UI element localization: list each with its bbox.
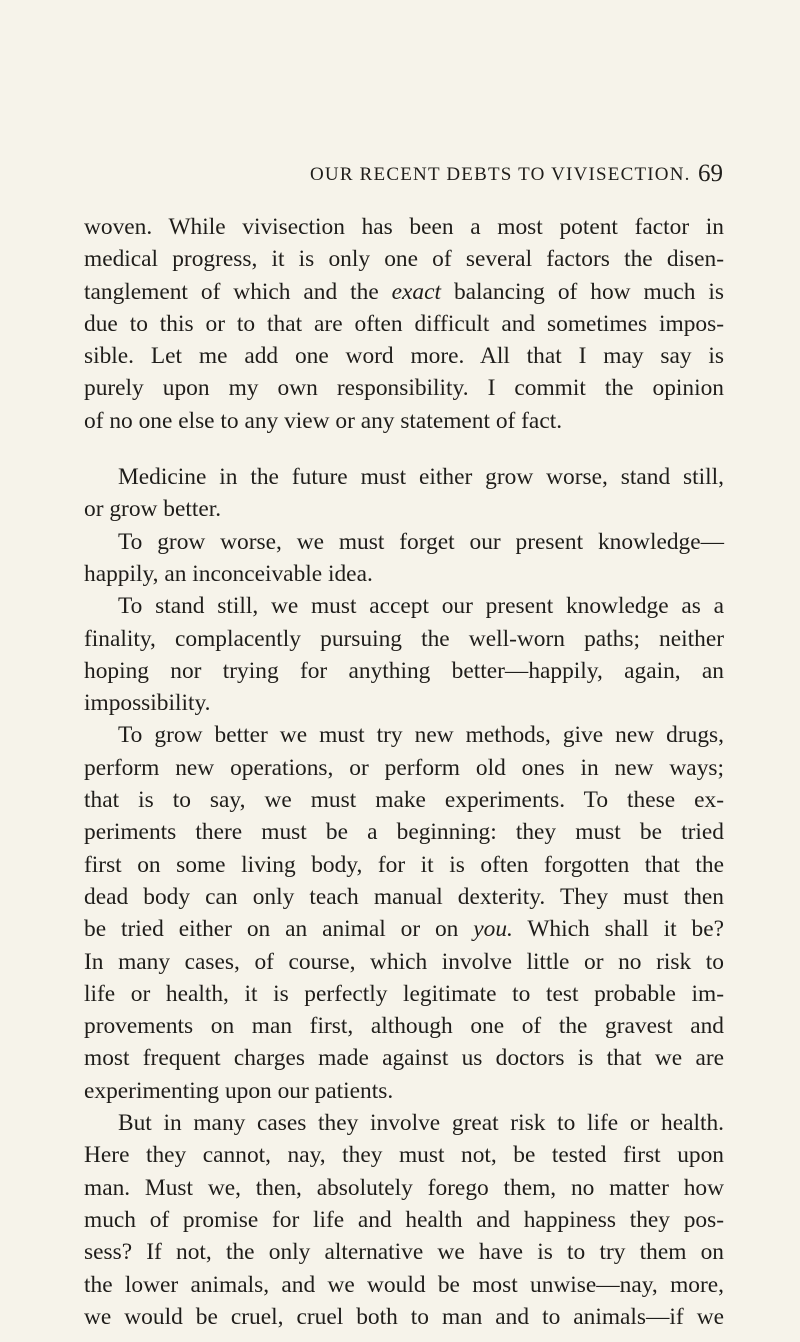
text-line: In many cases, of course, which involve little or no risk to bbox=[84, 948, 724, 975]
text-line: woven. While vivisection has been a most potent factor in bbox=[84, 214, 724, 240]
text-line: due to this or to that are often difficult and sometimes impos- bbox=[84, 310, 724, 337]
text-line: hoping nor trying for anything better—happily, again, an bbox=[84, 657, 724, 684]
text-line: To grow better we must try new methods, give new drugs, bbox=[118, 722, 724, 749]
text-line: experimenting upon our patients. bbox=[84, 1077, 394, 1104]
text-line: sible. Let me add one word more. All that I may say is bbox=[84, 343, 724, 370]
text-line: perform new operations, or perform old ones in new ways; bbox=[84, 754, 724, 781]
running-title: OUR RECENT DEBTS TO VIVISECTION. bbox=[310, 164, 691, 185]
text-line: be tried either on an animal or on you. Which shall it be? bbox=[84, 916, 724, 943]
section-break bbox=[84, 437, 724, 461]
text-line: To grow worse, we must forget our present knowledge— bbox=[118, 528, 724, 555]
text-line: man. Must we, then, absolutely forego them, no matter how bbox=[84, 1174, 724, 1201]
text-line: But in many cases they involve great risk to life or health. bbox=[118, 1110, 724, 1137]
text-line: impossibility. bbox=[84, 690, 211, 717]
emphasis: you. bbox=[473, 916, 513, 943]
text-line: Here they cannot, nay, they must not, be tested first upon bbox=[84, 1142, 724, 1169]
text-line: provements on man first, although one of the gravest and bbox=[84, 1013, 724, 1040]
text-line: that is to say, we must make experiments. To these ex- bbox=[84, 787, 724, 814]
emphasis: exact bbox=[391, 278, 441, 305]
text-line: happily, an inconceivable idea. bbox=[84, 560, 373, 587]
text-line: medical progress, it is only one of several factors the disen- bbox=[84, 246, 724, 273]
text-line: or grow better. bbox=[84, 496, 222, 523]
text-line: Medicine in the future must either grow worse, stand still, bbox=[118, 464, 724, 491]
text-line: we would be cruel, cruel both to man and to animals—if we bbox=[84, 1303, 724, 1330]
page-number: 69 bbox=[698, 160, 723, 187]
text-line: much of promise for life and health and happiness they pos- bbox=[84, 1206, 724, 1233]
text-line: the lower animals, and we would be most unwise—nay, more, bbox=[84, 1271, 724, 1298]
text-line: life or health, it is perfectly legitimate to test probable im- bbox=[84, 980, 724, 1007]
text-line: sess? If not, the only alternative we have is to try them on bbox=[84, 1239, 724, 1266]
running-head bbox=[85, 160, 723, 190]
text-line: dead body can only teach manual dexterity. They must then bbox=[84, 883, 724, 910]
text-line: finality, complacently pursuing the well-worn paths; neither bbox=[84, 625, 724, 652]
text-line: purely upon my own responsibility. I commit the opinion bbox=[84, 375, 724, 402]
text-line: of no one else to any view or any statement of fact. bbox=[84, 407, 563, 434]
text-line: most frequent charges made against us doctors is that we are bbox=[84, 1045, 724, 1072]
text-line: tanglement of which and the exact balancing of how much is bbox=[84, 278, 724, 305]
body-text bbox=[84, 211, 724, 1333]
text-line: first on some living body, for it is often forgotten that the bbox=[84, 851, 724, 878]
text-line: periments there must be a beginning: they must be tried bbox=[84, 819, 724, 846]
text-line: To stand still, we must accept our present knowledge as a bbox=[118, 593, 724, 620]
